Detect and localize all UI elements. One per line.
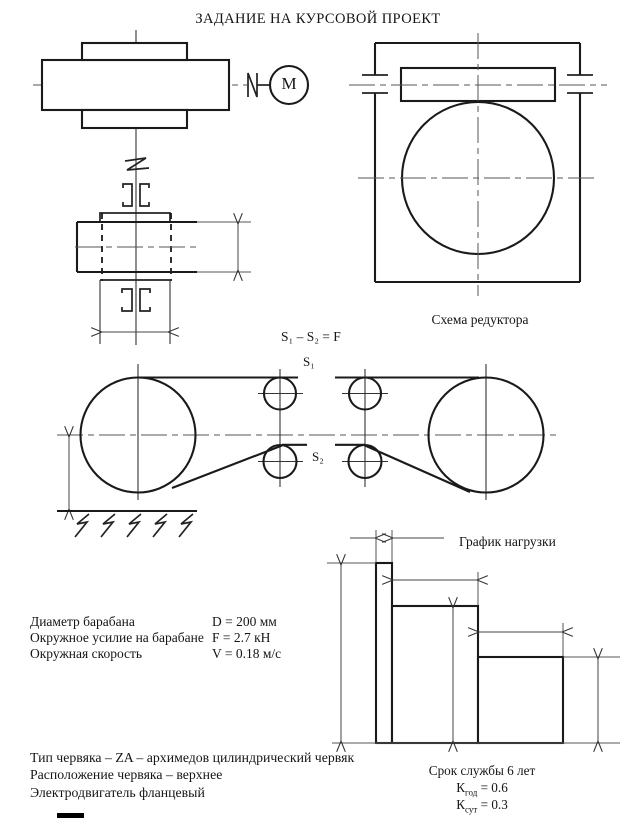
reducer-schematic (349, 33, 607, 296)
gear-coupling-right (140, 184, 149, 206)
page-title: ЗАДАНИЕ НА КУРСОВОЙ ПРОЕКТ (195, 11, 441, 27)
drum-hub-top (100, 213, 170, 222)
load-graph-caption: График нагрузки (459, 534, 556, 549)
parameter-row (30, 646, 281, 662)
parameter-row (30, 614, 281, 630)
load-step-3 (478, 657, 563, 743)
service-life-block (392, 763, 572, 813)
worm-type-note: Тип червяка – ZA – архимедов цилиндрический червяк (30, 750, 355, 765)
scan-artifact (57, 813, 84, 818)
k-year-coefficient: $К_{год} = 0.6$ (456, 779, 508, 798)
s2-label: S₂ (312, 449, 324, 464)
parameter-label: Окружное усилие на барабане (30, 630, 204, 645)
parameter-row (30, 630, 281, 646)
load-step-1 (376, 563, 392, 743)
s1-label: S₁ (303, 354, 315, 369)
gearbox-body (42, 60, 229, 110)
motor-type-note: Электродвигатель фланцевый (30, 784, 205, 800)
parameter-value: D = 200 мм (212, 614, 277, 629)
drive-schematic (33, 30, 308, 345)
tension-formula: S₁ – S₂ = F (281, 329, 341, 344)
k-day-coefficient: $К_{сут} = 0.3$ (456, 796, 508, 815)
gearbox-bottom-flange (82, 110, 187, 128)
gearbox-top-flange (82, 43, 187, 60)
worm-notes-block (30, 749, 354, 801)
rope-pulley-schematic (57, 364, 560, 537)
parameter-label: Окружная скорость (30, 646, 143, 661)
parameter-value: V = 0.18 м/с (212, 646, 282, 661)
gear-coupling-left (123, 184, 132, 206)
worm-position-note: Расположение червяка – верхнее (30, 767, 223, 783)
ground-hatching (75, 514, 89, 537)
parameter-value: F = 2.7 кН (212, 630, 271, 645)
elastic-coupling-symbol (125, 158, 149, 170)
parameters-block (30, 614, 281, 662)
load-step-2 (392, 606, 478, 743)
motor-letter: M (281, 74, 297, 93)
load-graph (327, 530, 620, 743)
parameter-label: Диаметр барабана (30, 614, 135, 629)
service-life: Срок службы 6 лет (428, 763, 536, 778)
coupling-symbol (248, 73, 257, 97)
reducer-caption: Схема редуктора (431, 312, 529, 327)
